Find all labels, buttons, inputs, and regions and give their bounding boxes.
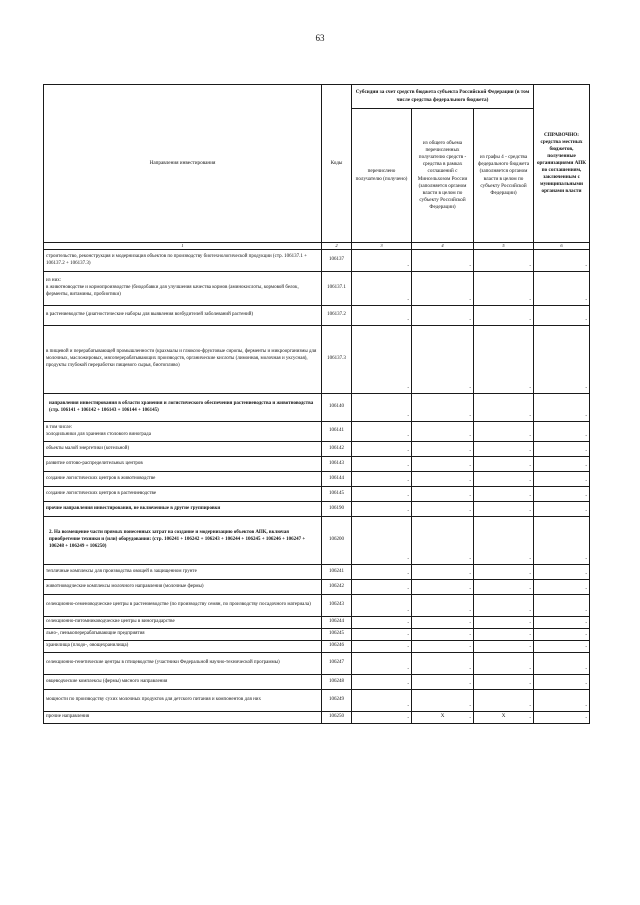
empty-dash-mark: - bbox=[529, 633, 532, 639]
value-cell[interactable] bbox=[412, 306, 474, 326]
value-cell[interactable] bbox=[474, 617, 534, 629]
row-direction bbox=[44, 595, 322, 617]
value-cell[interactable] bbox=[534, 595, 590, 617]
value-cell[interactable] bbox=[412, 617, 474, 629]
value-cell[interactable] bbox=[534, 690, 590, 712]
value-cell[interactable] bbox=[412, 487, 474, 502]
value-cell[interactable] bbox=[352, 272, 412, 306]
investment-table bbox=[43, 84, 590, 724]
value-cell[interactable] bbox=[474, 690, 534, 712]
row-direction bbox=[44, 394, 322, 422]
row-direction bbox=[44, 629, 322, 641]
empty-dash-mark: - bbox=[529, 557, 532, 563]
row-code: 106137.3 bbox=[322, 326, 352, 394]
empty-dash-mark: - bbox=[585, 716, 588, 722]
row-code: 106144 bbox=[322, 472, 352, 487]
value-cell[interactable] bbox=[352, 502, 412, 517]
empty-dash-mark: - bbox=[529, 609, 532, 615]
value-cell[interactable] bbox=[352, 675, 412, 690]
row-direction-label: овцеводческие комплексы (фермы) мясного направления bbox=[46, 678, 168, 684]
column-number-row bbox=[44, 243, 590, 250]
value-cell[interactable] bbox=[412, 675, 474, 690]
table-body bbox=[44, 250, 590, 724]
empty-dash-mark: - bbox=[585, 572, 588, 578]
row-direction bbox=[44, 617, 322, 629]
empty-dash-mark: - bbox=[585, 414, 588, 420]
row-code: 106140 bbox=[322, 394, 352, 422]
value-cell[interactable] bbox=[534, 653, 590, 675]
table-row bbox=[44, 422, 590, 442]
empty-dash-mark: - bbox=[529, 509, 532, 515]
value-cell[interactable] bbox=[474, 502, 534, 517]
row-direction-label: тепличные комплексы для производства овощей в защищенном грунте bbox=[46, 568, 197, 574]
value-cell[interactable] bbox=[534, 472, 590, 487]
value-cell[interactable] bbox=[534, 272, 590, 306]
row-direction bbox=[44, 457, 322, 472]
row-direction bbox=[44, 653, 322, 675]
empty-dash-mark: - bbox=[585, 667, 588, 673]
value-cell[interactable] bbox=[412, 595, 474, 617]
empty-dash-mark: - bbox=[529, 645, 532, 651]
row-code: 106137.2 bbox=[322, 306, 352, 326]
value-cell[interactable] bbox=[474, 272, 534, 306]
empty-dash-mark: - bbox=[469, 494, 471, 500]
empty-dash-mark: - bbox=[407, 587, 409, 593]
empty-dash-mark: - bbox=[529, 621, 532, 627]
header-transferred: перечислено получателю (получено) bbox=[352, 109, 412, 243]
table-row bbox=[44, 487, 590, 502]
table-row bbox=[44, 457, 590, 472]
table-row bbox=[44, 517, 590, 565]
value-cell[interactable] bbox=[352, 580, 412, 595]
value-cell[interactable] bbox=[474, 517, 534, 565]
value-cell[interactable] bbox=[412, 422, 474, 442]
row-direction bbox=[44, 712, 322, 724]
value-cell[interactable] bbox=[412, 326, 474, 394]
empty-dash-mark: - bbox=[407, 464, 409, 470]
empty-dash-mark: - bbox=[529, 318, 532, 324]
table-row bbox=[44, 653, 590, 675]
value-cell[interactable] bbox=[412, 580, 474, 595]
page-number: 63 bbox=[315, 33, 325, 43]
empty-dash-mark: - bbox=[469, 434, 471, 440]
value-cell[interactable] bbox=[412, 250, 474, 272]
value-cell[interactable] bbox=[534, 326, 590, 394]
empty-dash-mark: - bbox=[469, 298, 471, 304]
value-cell[interactable] bbox=[474, 250, 534, 272]
value-cell[interactable] bbox=[352, 629, 412, 641]
empty-dash-mark: - bbox=[469, 464, 471, 470]
empty-dash-mark: - bbox=[407, 716, 409, 722]
value-cell[interactable] bbox=[474, 675, 534, 690]
empty-dash-mark: - bbox=[529, 464, 532, 470]
row-code: 106141 bbox=[322, 422, 352, 442]
empty-dash-mark: - bbox=[585, 609, 588, 615]
empty-dash-mark: - bbox=[529, 449, 532, 455]
row-direction-label: развитие оптово-распределительных центров bbox=[46, 460, 143, 466]
empty-dash-mark: - bbox=[407, 572, 409, 578]
row-direction bbox=[44, 326, 322, 394]
empty-dash-mark: - bbox=[407, 449, 409, 455]
empty-dash-mark: - bbox=[529, 414, 532, 420]
table-row bbox=[44, 565, 590, 580]
row-code: 106241 bbox=[322, 565, 352, 580]
row-direction bbox=[44, 487, 322, 502]
empty-dash-mark: - bbox=[529, 298, 532, 304]
value-cell[interactable] bbox=[412, 502, 474, 517]
empty-dash-mark: - bbox=[585, 464, 588, 470]
empty-dash-mark: - bbox=[469, 609, 471, 615]
empty-dash-mark: - bbox=[585, 633, 588, 639]
row-code: 106143 bbox=[322, 457, 352, 472]
column-number: 4 bbox=[412, 243, 474, 250]
empty-dash-mark: - bbox=[469, 509, 471, 515]
value-cell[interactable] bbox=[474, 472, 534, 487]
empty-dash-mark: - bbox=[469, 633, 471, 639]
empty-dash-mark: - bbox=[407, 645, 409, 651]
value-cell[interactable] bbox=[352, 394, 412, 422]
value-cell[interactable] bbox=[474, 394, 534, 422]
cell-value: X bbox=[501, 714, 506, 720]
value-cell[interactable] bbox=[412, 641, 474, 653]
empty-dash-mark: - bbox=[529, 572, 532, 578]
row-direction-label: создание логистических центров в животноводстве bbox=[46, 475, 156, 481]
empty-dash-mark: - bbox=[529, 587, 532, 593]
empty-dash-mark: - bbox=[407, 509, 409, 515]
empty-dash-mark: - bbox=[469, 587, 471, 593]
table-row bbox=[44, 675, 590, 690]
empty-dash-mark: - bbox=[585, 587, 588, 593]
row-direction bbox=[44, 580, 322, 595]
value-cell[interactable] bbox=[352, 442, 412, 457]
table-row bbox=[44, 629, 590, 641]
empty-dash-mark: - bbox=[407, 682, 409, 688]
row-direction-label: мощности по производству сухих молочных продуктов для детского питания и компонентов для них bbox=[46, 697, 261, 703]
value-cell[interactable] bbox=[534, 641, 590, 653]
value-cell[interactable] bbox=[534, 712, 590, 724]
table-row bbox=[44, 472, 590, 487]
empty-dash-mark: - bbox=[407, 414, 409, 420]
row-direction-label: 2. На возмещение части прямых понесенных затрат на создание и модернизацию объектов АПК, включая приобретение техники и (или) оборудования: (стр. 106241 + 106242 + 106243 + 106244 + 106245 + 106246 + 106247 + 106248 + 106249 + 106250) bbox=[49, 530, 306, 549]
empty-dash-mark: - bbox=[585, 449, 588, 455]
row-direction-label: животноводческие комплексы молочного направления (молочные фермы) bbox=[46, 583, 204, 589]
value-cell[interactable] bbox=[412, 472, 474, 487]
empty-dash-mark: - bbox=[407, 557, 409, 563]
empty-dash-mark: - bbox=[469, 716, 471, 722]
value-cell[interactable] bbox=[352, 326, 412, 394]
row-direction-label: селекционно-семеноводческие центры в растениеводстве (по производству семян, по производству посадочного материала) bbox=[46, 602, 311, 608]
empty-dash-mark: - bbox=[469, 557, 471, 563]
empty-dash-mark: - bbox=[469, 667, 471, 673]
empty-dash-mark: - bbox=[585, 318, 588, 324]
value-cell[interactable] bbox=[534, 675, 590, 690]
empty-dash-mark: - bbox=[469, 386, 471, 392]
row-direction bbox=[44, 502, 322, 517]
value-cell[interactable] bbox=[534, 517, 590, 565]
table-row bbox=[44, 250, 590, 272]
row-code: 106242 bbox=[322, 580, 352, 595]
empty-dash-mark: - bbox=[407, 621, 409, 627]
table-row bbox=[44, 272, 590, 306]
empty-dash-mark: - bbox=[529, 494, 532, 500]
empty-dash-mark: - bbox=[469, 645, 471, 651]
value-cell[interactable] bbox=[534, 565, 590, 580]
value-cell[interactable] bbox=[352, 712, 412, 724]
table-row bbox=[44, 306, 590, 326]
row-direction-label: селекционно-генетические центры в птицеводстве (участники Федеральной научно-технической программы) bbox=[46, 660, 280, 666]
row-direction-label: льно-, пенькоперерабатывающие предприятия bbox=[46, 631, 145, 637]
row-prefix-label: из них: bbox=[46, 278, 62, 284]
column-number: 3 bbox=[352, 243, 412, 250]
empty-dash-mark: - bbox=[529, 479, 532, 485]
row-direction-label: прочие направления инвестирования, не включенные в другие группировки bbox=[46, 505, 221, 511]
empty-dash-mark: - bbox=[469, 264, 471, 270]
header-codes: Коды bbox=[322, 85, 352, 243]
row-direction bbox=[44, 690, 322, 712]
table-row bbox=[44, 712, 590, 724]
value-cell[interactable] bbox=[534, 580, 590, 595]
row-code: 106244 bbox=[322, 617, 352, 629]
row-code: 106247 bbox=[322, 653, 352, 675]
value-cell[interactable] bbox=[534, 502, 590, 517]
column-number: 1 bbox=[44, 243, 322, 250]
value-cell[interactable] bbox=[534, 250, 590, 272]
empty-dash-mark: - bbox=[469, 572, 471, 578]
value-cell[interactable] bbox=[412, 653, 474, 675]
row-direction-label: направления инвестирования в области хранения и логистического обеспечения растениеводства и животноводства (стр. 106141 + 106142 + 106143 + 106144 + 106145) bbox=[49, 400, 314, 413]
empty-dash-mark: - bbox=[469, 621, 471, 627]
row-code: 106137 bbox=[322, 250, 352, 272]
empty-dash-mark: - bbox=[529, 716, 532, 722]
header-from-col4: из графы 4 - средства федерального бюджета (заполняется органом власти в целом по субъекту Российской Федерации) bbox=[474, 109, 534, 243]
empty-dash-mark: - bbox=[407, 609, 409, 615]
value-cell[interactable] bbox=[412, 457, 474, 472]
value-cell[interactable] bbox=[352, 690, 412, 712]
value-cell[interactable] bbox=[534, 629, 590, 641]
value-cell[interactable] bbox=[352, 457, 412, 472]
empty-dash-mark: - bbox=[585, 557, 588, 563]
empty-dash-mark: - bbox=[469, 682, 471, 688]
empty-dash-mark: - bbox=[529, 386, 532, 392]
value-cell[interactable] bbox=[474, 653, 534, 675]
value-cell[interactable] bbox=[352, 472, 412, 487]
empty-dash-mark: - bbox=[407, 704, 409, 710]
empty-dash-mark: - bbox=[585, 682, 588, 688]
value-cell[interactable] bbox=[474, 457, 534, 472]
row-direction-label: прочие направления bbox=[46, 714, 90, 720]
empty-dash-mark: - bbox=[529, 704, 532, 710]
value-cell[interactable] bbox=[474, 326, 534, 394]
value-cell[interactable] bbox=[474, 565, 534, 580]
row-direction bbox=[44, 250, 322, 272]
value-cell[interactable] bbox=[352, 653, 412, 675]
row-code: 106245 bbox=[322, 629, 352, 641]
value-cell[interactable] bbox=[534, 394, 590, 422]
row-direction bbox=[44, 442, 322, 457]
row-direction-label: объекты малой энергетики (котельной) bbox=[46, 445, 130, 451]
row-direction bbox=[44, 517, 322, 565]
table-row bbox=[44, 394, 590, 422]
value-cell[interactable] bbox=[534, 457, 590, 472]
empty-dash-mark: - bbox=[469, 449, 471, 455]
row-direction-label: холодильники для хранения столового винограда bbox=[46, 431, 151, 437]
row-code: 106249 bbox=[322, 690, 352, 712]
row-code: 106142 bbox=[322, 442, 352, 457]
empty-dash-mark: - bbox=[407, 667, 409, 673]
value-cell[interactable] bbox=[352, 565, 412, 580]
value-cell[interactable] bbox=[534, 617, 590, 629]
column-number: 5 bbox=[474, 243, 534, 250]
row-direction-label: в растениеводстве (диагностические наборы для выявления возбудителей заболеваний растений) bbox=[46, 312, 254, 318]
row-direction-label: в животноводстве и кормопроизводстве (биодобавки для улучшения качества кормов (аминокислоты, кормовой белок, ферменты, витамины, пробиотики) bbox=[46, 285, 299, 297]
empty-dash-mark: - bbox=[407, 479, 409, 485]
row-direction-label: создание логистических центров в растениеводстве bbox=[46, 490, 157, 496]
empty-dash-mark: - bbox=[585, 645, 588, 651]
table-row bbox=[44, 690, 590, 712]
empty-dash-mark: - bbox=[469, 704, 471, 710]
value-cell[interactable] bbox=[352, 306, 412, 326]
row-direction bbox=[44, 306, 322, 326]
empty-dash-mark: - bbox=[407, 494, 409, 500]
value-cell[interactable] bbox=[474, 595, 534, 617]
value-cell[interactable] bbox=[412, 712, 474, 724]
row-direction-label: в пищевой и перерабатывающей промышленности (крахмалы и глюкозо-фруктовые сиропы, ферменты и микроорганизмы для молочных, масложировых, мясоперерабатывающих производств, органические кислоты (лимонная, молочная и уксусная), продукты глубокой переработки пищевого сырья, биотопливо) bbox=[46, 349, 317, 368]
value-cell[interactable] bbox=[474, 580, 534, 595]
empty-dash-mark: - bbox=[469, 414, 471, 420]
empty-dash-mark: - bbox=[585, 298, 588, 304]
value-cell[interactable] bbox=[352, 517, 412, 565]
header-subsidies-group: Субсидии за счет средств бюджета субъекта Российской Федерации (в том числе средства федерального бюджета) bbox=[352, 85, 534, 109]
row-code: 106243 bbox=[322, 595, 352, 617]
empty-dash-mark: - bbox=[585, 434, 588, 440]
value-cell[interactable] bbox=[534, 487, 590, 502]
row-code: 106190 bbox=[322, 502, 352, 517]
empty-dash-mark: - bbox=[585, 704, 588, 710]
row-code: 106137.1 bbox=[322, 272, 352, 306]
row-direction bbox=[44, 472, 322, 487]
row-prefix-label: в том числе: bbox=[46, 424, 73, 430]
empty-dash-mark: - bbox=[529, 434, 532, 440]
empty-dash-mark: - bbox=[469, 479, 471, 485]
header-reference: СПРАВОЧНО: средства местных бюджетов, полученные организациями АПК по соглашениям, заключенным с муниципальными органами власти bbox=[534, 85, 590, 243]
empty-dash-mark: - bbox=[529, 264, 532, 270]
value-cell[interactable] bbox=[352, 422, 412, 442]
value-cell[interactable] bbox=[352, 617, 412, 629]
empty-dash-mark: - bbox=[407, 386, 409, 392]
value-cell[interactable] bbox=[474, 629, 534, 641]
value-cell[interactable] bbox=[352, 250, 412, 272]
row-direction-label: селекционно-питомниководческие центры в виноградарстве bbox=[46, 619, 175, 625]
row-direction bbox=[44, 641, 322, 653]
value-cell[interactable] bbox=[534, 422, 590, 442]
header-direction: Направления инвестирования bbox=[44, 85, 322, 243]
empty-dash-mark: - bbox=[585, 509, 588, 515]
row-code: 106246 bbox=[322, 641, 352, 653]
empty-dash-mark: - bbox=[407, 434, 409, 440]
empty-dash-mark: - bbox=[529, 667, 532, 673]
empty-dash-mark: - bbox=[585, 264, 588, 270]
value-cell[interactable] bbox=[412, 394, 474, 422]
value-cell[interactable] bbox=[474, 712, 534, 724]
value-cell[interactable] bbox=[474, 487, 534, 502]
empty-dash-mark: - bbox=[407, 298, 409, 304]
row-direction bbox=[44, 675, 322, 690]
row-direction bbox=[44, 272, 322, 306]
value-cell[interactable] bbox=[412, 565, 474, 580]
table-row bbox=[44, 502, 590, 517]
value-cell[interactable] bbox=[412, 272, 474, 306]
column-number: 6 bbox=[534, 243, 590, 250]
value-cell[interactable] bbox=[474, 442, 534, 457]
row-code: 106200 bbox=[322, 517, 352, 565]
empty-dash-mark: - bbox=[585, 479, 588, 485]
row-code: 106250 bbox=[322, 712, 352, 724]
value-cell[interactable] bbox=[412, 629, 474, 641]
table-row bbox=[44, 442, 590, 457]
row-code: 106248 bbox=[322, 675, 352, 690]
value-cell[interactable] bbox=[352, 595, 412, 617]
empty-dash-mark: - bbox=[585, 386, 588, 392]
header-from-total: из общего объема перечисленных получателю средств - средства в рамках соглашений с Минсельхозом России (заполняется органом власти в целом по субъекту Российской Федерации) bbox=[412, 109, 474, 243]
empty-dash-mark: - bbox=[407, 633, 409, 639]
row-code: 106145 bbox=[322, 487, 352, 502]
value-cell[interactable] bbox=[352, 641, 412, 653]
table-row bbox=[44, 326, 590, 394]
empty-dash-mark: - bbox=[585, 494, 588, 500]
row-direction bbox=[44, 565, 322, 580]
value-cell[interactable] bbox=[474, 306, 534, 326]
empty-dash-mark: - bbox=[407, 318, 409, 324]
value-cell[interactable] bbox=[474, 641, 534, 653]
table-row bbox=[44, 617, 590, 629]
empty-dash-mark: - bbox=[407, 264, 409, 270]
empty-dash-mark: - bbox=[529, 682, 532, 688]
row-direction-label: строительство, реконструкция и модернизация объектов по производству биотехнологической продукции (стр. 106137.1 + 106137.2 + 106137.3) bbox=[46, 253, 307, 266]
empty-dash-mark: - bbox=[585, 621, 588, 627]
column-number: 2 bbox=[322, 243, 352, 250]
value-cell[interactable] bbox=[412, 690, 474, 712]
row-direction bbox=[44, 422, 322, 442]
value-cell[interactable] bbox=[412, 517, 474, 565]
row-direction-label: хранилища (плодо-, овощехранилища) bbox=[46, 643, 129, 649]
value-cell[interactable] bbox=[534, 442, 590, 457]
table-row bbox=[44, 595, 590, 617]
table-row bbox=[44, 641, 590, 653]
value-cell[interactable] bbox=[412, 442, 474, 457]
value-cell[interactable] bbox=[474, 422, 534, 442]
cell-value: X bbox=[440, 714, 445, 720]
value-cell[interactable] bbox=[352, 487, 412, 502]
table-row bbox=[44, 580, 590, 595]
value-cell[interactable] bbox=[534, 306, 590, 326]
empty-dash-mark: - bbox=[469, 318, 471, 324]
